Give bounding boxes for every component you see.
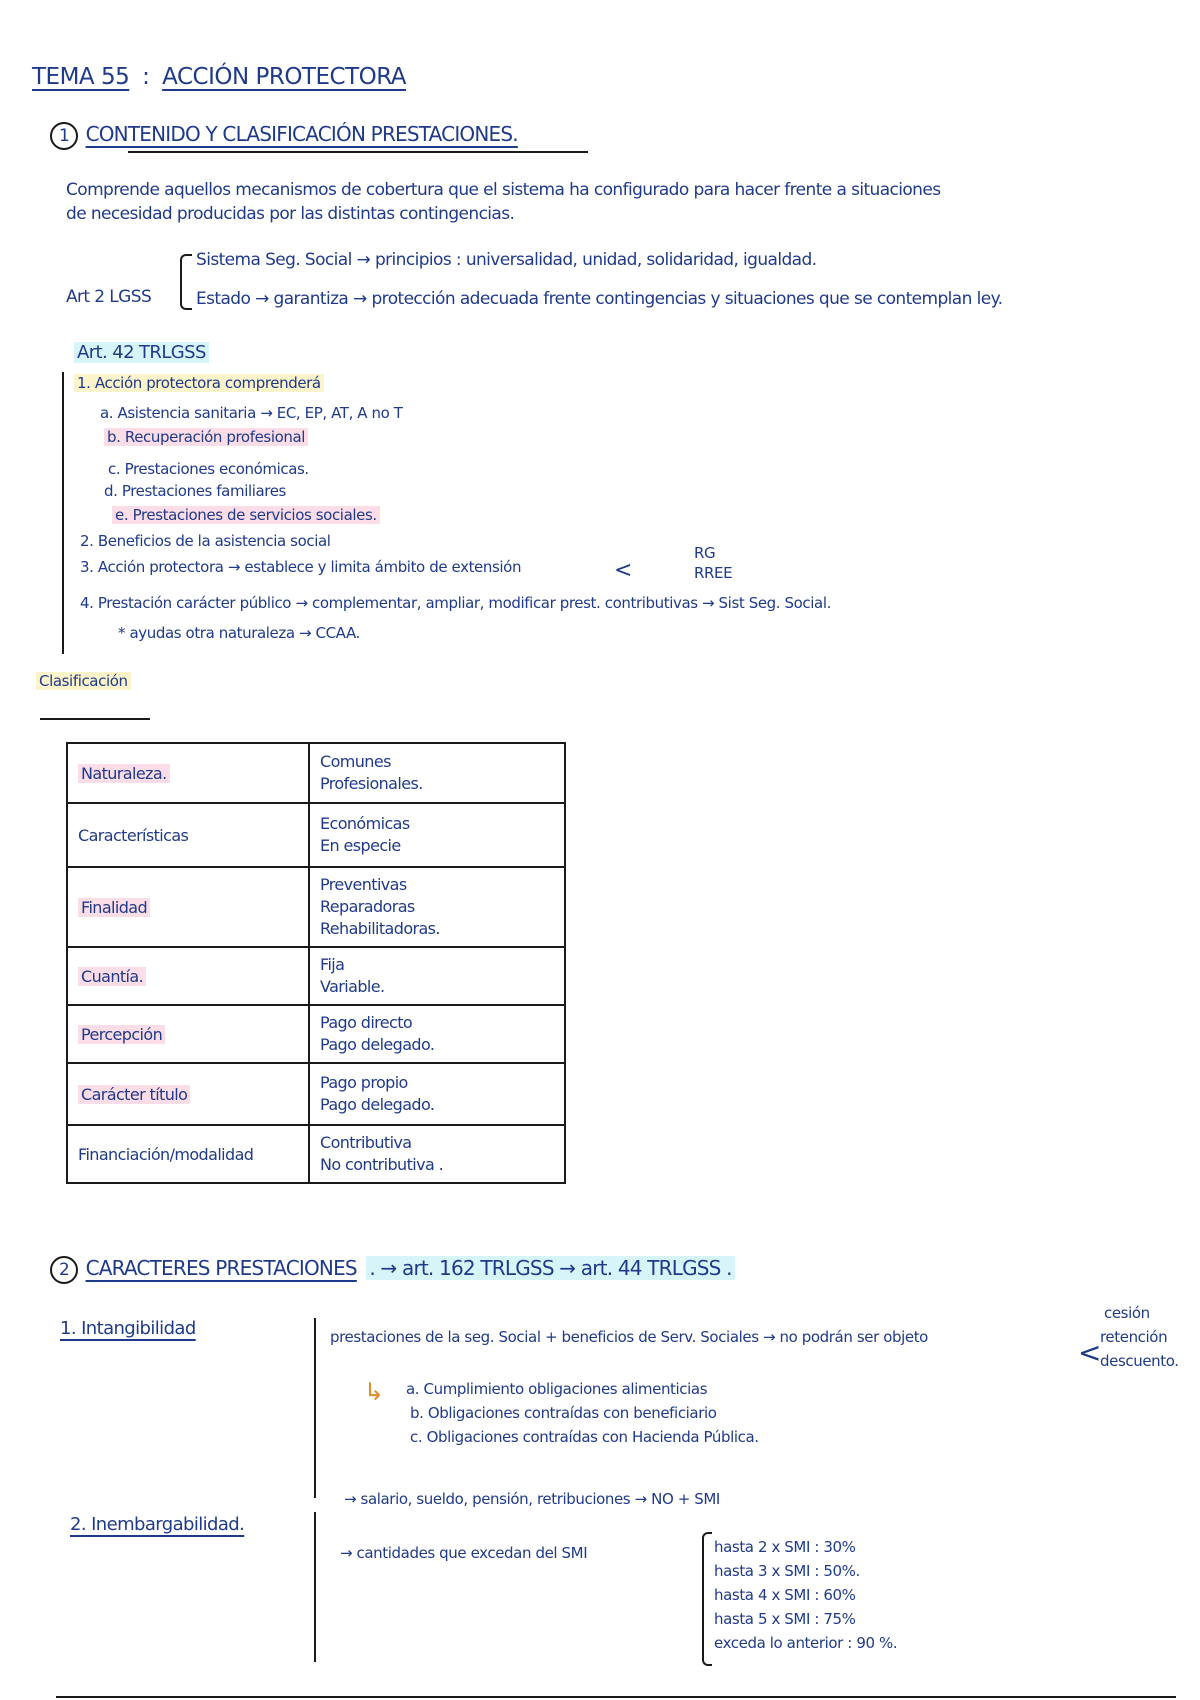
classification-key-cell <box>67 947 309 1005</box>
art42-item-1-text: 1. Acción protectora comprenderá <box>74 374 324 392</box>
bottom-rule <box>56 1696 1176 1698</box>
clasificacion-underline <box>40 718 150 720</box>
intangibilidad-opt-retencion: retención <box>1100 1328 1168 1346</box>
classification-key-cell <box>67 867 309 947</box>
classification-value: Reparadoras <box>320 897 415 916</box>
scale-brace <box>702 1532 712 1666</box>
intangibilidad-label: 1. Intangibilidad <box>60 1318 196 1339</box>
section1-title: CONTENIDO Y CLASIFICACIÓN PRESTACIONES. <box>85 122 518 146</box>
clasificacion-table <box>66 742 566 1184</box>
classification-value: Pago directo <box>320 1013 413 1032</box>
classification-row <box>67 867 565 947</box>
art42-item-3: 3. Acción protectora → establece y limita ámbito de extensión <box>80 558 522 576</box>
classification-value: En especie <box>320 836 401 855</box>
header-separator: : <box>142 64 150 90</box>
intangibilidad-opt-descuento: descuento. <box>1100 1352 1179 1370</box>
art42-item-4: 4. Prestación carácter público → complementar, ampliar, modificar prest. contributivas → Sist Seg. Social. <box>80 594 831 612</box>
art42-item-3-rree: RREE <box>694 564 733 582</box>
classification-key: Características <box>78 825 189 845</box>
section2-number: 2 <box>50 1256 78 1284</box>
classification-value: No contributiva . <box>320 1155 444 1174</box>
classification-value: Contributiva <box>320 1133 412 1152</box>
classification-key: Cuantía. <box>78 967 146 986</box>
classification-key: Finalidad <box>78 898 150 917</box>
classification-value: Variable. <box>320 977 385 996</box>
classification-values-cell <box>309 947 565 1005</box>
inembargabilidad-line-1: → salario, sueldo, pensión, retribuciones → NO + SMI <box>344 1490 720 1508</box>
classification-row <box>67 1005 565 1063</box>
art42-label <box>74 342 209 363</box>
art2-label: Art 2 LGSS <box>66 287 152 307</box>
classification-values-cell <box>309 1005 565 1063</box>
classification-value: Pago propio <box>320 1073 408 1092</box>
inembargabilidad-line-2: → cantidades que excedan del SMI <box>340 1544 588 1562</box>
classification-value: Pago delegado. <box>320 1035 435 1054</box>
classification-value: Preventivas <box>320 875 407 894</box>
classification-value: Pago delegado. <box>320 1095 435 1114</box>
intro-line-2: de necesidad producidas por las distintas contingencias. <box>66 204 515 224</box>
classification-key: Financiación/modalidad <box>78 1144 254 1164</box>
classification-value: Profesionales. <box>320 774 423 793</box>
classification-row <box>67 1125 565 1183</box>
classification-row <box>67 743 565 803</box>
art42-item-b-text: b. Recuperación profesional <box>104 428 308 446</box>
exception-a: a. Cumplimiento obligaciones alimenticias <box>406 1380 708 1398</box>
classification-values-cell <box>309 1125 565 1183</box>
art42-item-c: c. Prestaciones económicas. <box>108 460 309 478</box>
classification-key-cell <box>67 743 309 803</box>
intangibilidad-bar <box>314 1318 316 1498</box>
intro-line-1: Comprende aquellos mecanismos de cobertura que el sistema ha configurado para hacer frente a situaciones <box>66 180 941 200</box>
classification-value: Económicas <box>320 814 410 833</box>
classification-key: Naturaleza. <box>78 764 170 783</box>
classification-values-cell <box>309 803 565 867</box>
art2-line-1: Sistema Seg. Social → principios : universalidad, unidad, solidaridad, igualdad. <box>196 250 817 270</box>
art42-item-e <box>112 506 380 524</box>
art42-label-text: Art. 42 TRLGSS <box>74 342 209 363</box>
section2-heading <box>50 1256 735 1284</box>
classification-value: Comunes <box>320 752 391 771</box>
section1-number: 1 <box>50 122 78 150</box>
art42-item-2: 2. Beneficios de la asistencia social <box>80 532 331 550</box>
art2-brace <box>180 254 192 310</box>
art42-bar <box>62 372 64 654</box>
classification-key-cell <box>67 803 309 867</box>
art42-item-a: a. Asistencia sanitaria → EC, EP, AT, A no T <box>100 404 403 422</box>
classification-key-cell <box>67 1125 309 1183</box>
classification-value: Fija <box>320 955 345 974</box>
art42-item-3-rg: RG <box>694 544 716 562</box>
art42-item-4-note: * ayudas otra naturaleza → CCAA. <box>118 624 360 642</box>
exception-b: b. Obligaciones contraídas con beneficiario <box>410 1404 717 1422</box>
classification-key-cell <box>67 1005 309 1063</box>
art42-item-d: d. Prestaciones familiares <box>104 482 286 500</box>
intangibilidad-opt-cesion: cesión <box>1104 1304 1150 1322</box>
intangibilidad-brace: < <box>1078 1336 1102 1369</box>
classification-values-cell <box>309 1063 565 1125</box>
tema-number: TEMA 55 <box>32 64 130 90</box>
page-title: ACCIÓN PROTECTORA <box>162 64 407 90</box>
classification-value: Rehabilitadoras. <box>320 919 440 938</box>
art2-line-2: Estado → garantiza → protección adecuada frente contingencias y situaciones que se contemplan ley. <box>196 289 1003 309</box>
classification-row <box>67 1063 565 1125</box>
intangibilidad-line: prestaciones de la seg. Social + beneficios de Serv. Sociales → no podrán ser objeto <box>330 1328 928 1346</box>
clasificacion-label-text: Clasificación <box>36 672 131 690</box>
exception-c: c. Obligaciones contraídas con Hacienda Pública. <box>410 1428 759 1446</box>
inembargabilidad-bar <box>314 1512 316 1662</box>
art42-item-1 <box>74 374 324 392</box>
section2-refs: . → art. 162 TRLGSS → art. 44 TRLGSS . <box>366 1256 734 1280</box>
exceptions-arrow-icon: ↳ <box>364 1378 385 1406</box>
scale-exceeds: exceda lo anterior : 90 %. <box>714 1634 898 1652</box>
classification-values-cell <box>309 867 565 947</box>
section1-underline <box>128 151 588 153</box>
art42-item-b <box>104 428 308 446</box>
section2-title: CARACTERES PRESTACIONES <box>85 1256 357 1280</box>
classification-row <box>67 947 565 1005</box>
scale-4smi: hasta 4 x SMI : 60% <box>714 1586 856 1604</box>
art42-item-3-brace: < <box>614 558 633 583</box>
classification-values-cell <box>309 743 565 803</box>
scale-3smi: hasta 3 x SMI : 50%. <box>714 1562 860 1580</box>
classification-key-cell <box>67 1063 309 1125</box>
classification-row <box>67 803 565 867</box>
page-header <box>32 64 406 90</box>
classification-key: Carácter título <box>78 1085 190 1104</box>
classification-key: Percepción <box>78 1025 165 1044</box>
scale-5smi: hasta 5 x SMI : 75% <box>714 1610 856 1628</box>
inembargabilidad-label: 2. Inembargabilidad. <box>70 1514 245 1535</box>
clasificacion-label <box>36 672 131 690</box>
scale-2smi: hasta 2 x SMI : 30% <box>714 1538 856 1556</box>
section1-heading <box>50 122 518 150</box>
art42-item-e-text: e. Prestaciones de servicios sociales. <box>112 506 380 524</box>
